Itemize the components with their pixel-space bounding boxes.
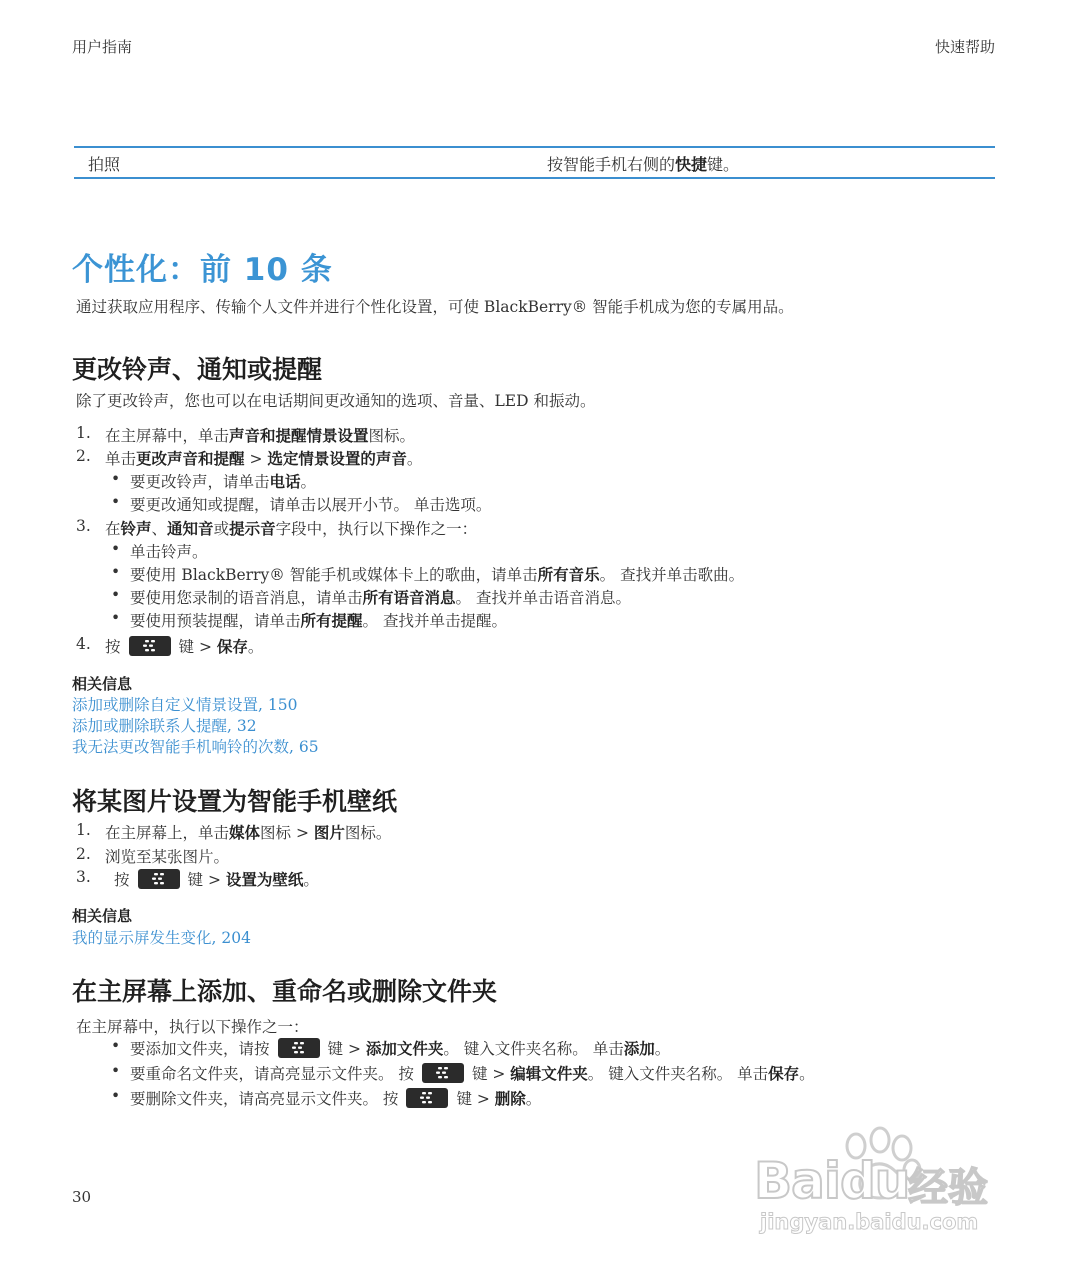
related-link[interactable]: 我无法更改智能手机响铃的次数, 65: [72, 738, 319, 756]
watermark-url: jingyan.baidu.com: [760, 1210, 979, 1234]
ringtone-step-4: 按 键 > 保存。: [105, 638, 264, 656]
header-left: 用户指南: [72, 38, 133, 56]
ringtone-step-3-bullet-4: 要使用预装提醒，请单击所有提醒。 查找并单击提醒。: [130, 612, 507, 630]
wallpaper-step-2: 浏览至某张图片。: [105, 848, 230, 866]
ringtone-step-2-bullet-1: 要更改铃声，请单击电话。: [130, 473, 317, 491]
bullet: •: [111, 1062, 121, 1080]
ringtone-step-2: 单击更改声音和提醒 > 选定情景设置的声音。: [105, 450, 423, 468]
page-number: 30: [72, 1188, 92, 1206]
step-number: 2.: [76, 845, 91, 863]
folders-bullet-delete: 要删除文件夹，请高亮显示文件夹。 按 键 > 删除。: [130, 1090, 542, 1108]
bullet: •: [111, 609, 121, 627]
wallpaper-step-3: 按 键 > 设置为壁纸。: [114, 871, 319, 889]
related-info-heading: 相关信息: [72, 907, 133, 925]
bullet: •: [111, 540, 121, 558]
table-cell-action: 拍照: [88, 155, 121, 174]
ringtone-step-2-bullet-2: 要更改通知或提醒，请单击以展开小节。 单击选项。: [130, 496, 492, 514]
bullet: •: [111, 1037, 121, 1055]
folders-heading: 在主屏幕上添加、重命名或删除文件夹: [72, 977, 498, 1006]
related-link[interactable]: 添加或删除自定义情景设置, 150: [72, 696, 298, 714]
wallpaper-heading: 将某图片设置为智能手机壁纸: [72, 787, 398, 816]
header-right: 快速帮助: [934, 38, 995, 56]
ringtone-heading: 更改铃声、通知或提醒: [72, 355, 323, 384]
watermark-brand: Baidu: [754, 1152, 910, 1210]
baidu-watermark: [752, 1122, 1012, 1246]
folders-intro: 在主屏幕中，执行以下操作之一：: [76, 1018, 309, 1036]
bullet: •: [111, 470, 121, 488]
step-number: 4.: [76, 635, 91, 653]
ringtone-step-1: 在主屏幕中，单击声音和提醒情景设置图标。: [105, 427, 416, 445]
ringtone-step-3: 在铃声、通知音或提示音字段中，执行以下操作之一：: [105, 520, 478, 538]
folders-bullet-rename: 要重命名文件夹，请高亮显示文件夹。 按 键 > 编辑文件夹。 键入文件夹名称。 单击保存。: [130, 1065, 815, 1083]
blackberry-menu-key-icon: [406, 1088, 448, 1108]
table-top-border: [74, 146, 995, 148]
bullet: •: [111, 1087, 121, 1105]
related-link[interactable]: 我的显示屏发生变化, 204: [72, 929, 251, 947]
blackberry-menu-key-icon: [138, 869, 180, 889]
blackberry-menu-key-icon: [278, 1038, 320, 1058]
watermark-brand-cn: 经验: [908, 1165, 988, 1211]
table-bottom-border: [74, 177, 995, 179]
ringtone-step-3-bullet-1: 单击铃声。: [130, 543, 208, 561]
step-number: 3.: [76, 517, 91, 535]
step-number: 1.: [76, 821, 91, 839]
blackberry-menu-key-icon: [422, 1063, 464, 1083]
section-title: 个性化：前 10 条: [72, 252, 333, 288]
related-link[interactable]: 添加或删除联系人提醒, 32: [72, 717, 257, 735]
ringtone-step-3-bullet-3: 要使用您录制的语音消息，请单击所有语音消息。 查找并单击语音消息。: [130, 589, 631, 607]
step-number: 1.: [76, 424, 91, 442]
ringtone-step-3-bullet-2: 要使用 BlackBerry® 智能手机或媒体卡上的歌曲，请单击所有音乐。 查找并单击歌曲。: [130, 566, 745, 584]
step-number: 3.: [76, 868, 91, 886]
wallpaper-step-1: 在主屏幕上，单击媒体图标 > 图片图标。: [105, 824, 392, 842]
table-cell-instruction: 按智能手机右侧的快捷键。: [547, 155, 740, 174]
related-info-heading: 相关信息: [72, 675, 133, 693]
bullet: •: [111, 493, 121, 511]
bullet: •: [111, 563, 121, 581]
section-intro: 通过获取应用程序、传输个人文件并进行个性化设置，可使 BlackBerry® 智能手机成为您的专属用品。: [76, 298, 794, 316]
blackberry-menu-key-icon: [129, 636, 171, 656]
bullet: •: [111, 586, 121, 604]
step-number: 2.: [76, 447, 91, 465]
folders-bullet-add: 要添加文件夹，请按 键 > 添加文件夹。 键入文件夹名称。 单击添加。: [130, 1040, 671, 1058]
ringtone-intro: 除了更改铃声，您也可以在电话期间更改通知的选项、音量、LED 和振动。: [76, 392, 596, 410]
